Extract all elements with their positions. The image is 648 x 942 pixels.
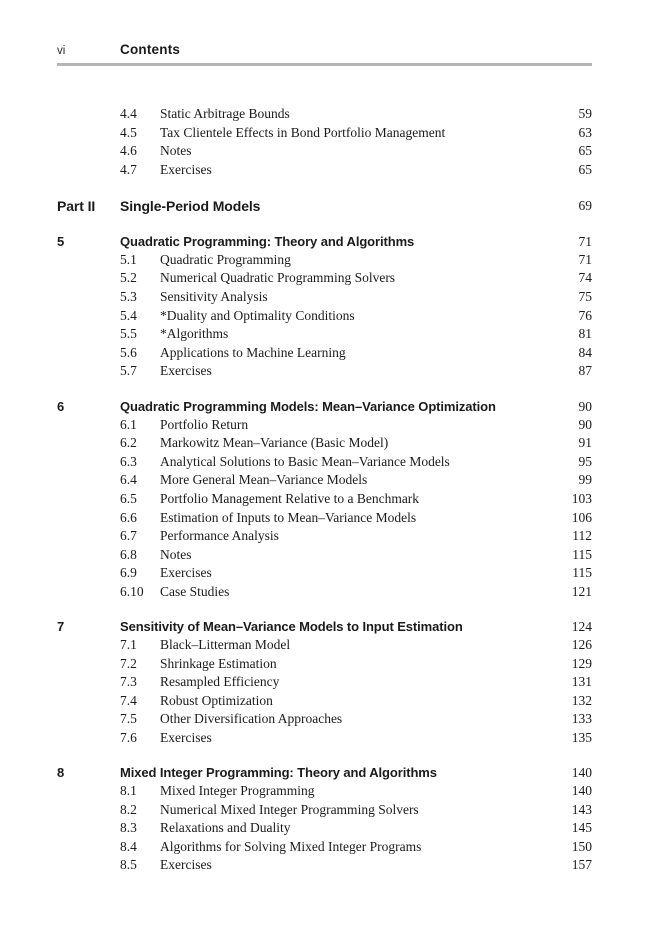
toc-section-entry bbox=[57, 142, 592, 161]
section-number: 7.1 bbox=[120, 636, 137, 652]
section-title: Notes bbox=[160, 143, 192, 159]
section-title: Exercises bbox=[160, 729, 212, 745]
page-number: 145 bbox=[571, 820, 592, 836]
page-number: 135 bbox=[571, 729, 592, 745]
toc-section-entry bbox=[57, 362, 592, 381]
page-number: 106 bbox=[571, 509, 592, 525]
section-title: Sensitivity Analysis bbox=[160, 289, 268, 305]
section-number: 8.1 bbox=[120, 783, 137, 799]
toc-chapter-heading bbox=[57, 617, 592, 636]
part-title: Single-Period Models bbox=[120, 198, 261, 215]
section-number: 6.10 bbox=[120, 583, 144, 599]
toc-section-entry bbox=[57, 471, 592, 490]
section-title: Exercises bbox=[160, 161, 212, 177]
section-title: Estimation of Inputs to Mean–Variance Models bbox=[160, 509, 417, 525]
section-title: Tax Clientele Effects in Bond Portfolio Management bbox=[160, 124, 446, 140]
toc-section-entry bbox=[57, 546, 592, 565]
section-title: Static Arbitrage Bounds bbox=[160, 106, 290, 121]
page-number: 112 bbox=[572, 528, 592, 544]
page-number: 115 bbox=[572, 546, 592, 562]
toc-section-entry bbox=[57, 269, 592, 288]
chapter-title: Quadratic Programming Models: Mean–Variance Optimization bbox=[120, 398, 496, 414]
section-title: Other Diversification Approaches bbox=[160, 711, 343, 727]
chapter-block bbox=[57, 232, 592, 381]
section-title: Relaxations and Duality bbox=[160, 820, 291, 836]
toc-section-entry bbox=[57, 288, 592, 307]
section-title: Performance Analysis bbox=[160, 528, 279, 544]
toc-section-entry bbox=[57, 325, 592, 344]
toc-section-entry bbox=[57, 655, 592, 674]
page-number: 131 bbox=[571, 674, 592, 690]
toc-section-entry bbox=[57, 527, 592, 546]
running-head-title: Contents bbox=[120, 42, 181, 57]
page-number: 140 bbox=[571, 765, 592, 781]
chapter-title: Mixed Integer Programming: Theory and Algorithms bbox=[120, 765, 437, 781]
toc-section-entry bbox=[57, 819, 592, 838]
section-number: 6.1 bbox=[120, 416, 137, 432]
chapter-number: 7 bbox=[57, 618, 65, 634]
chapter-block bbox=[57, 397, 592, 602]
page-number: 65 bbox=[578, 143, 592, 159]
section-title: Numerical Mixed Integer Programming Solvers bbox=[160, 801, 419, 817]
page-number: 157 bbox=[571, 857, 592, 873]
section-number: 5.5 bbox=[120, 326, 137, 342]
page-number: 65 bbox=[578, 161, 592, 177]
chapter-block bbox=[57, 763, 592, 875]
section-number: 5.4 bbox=[120, 307, 137, 323]
toc-section-entry bbox=[57, 490, 592, 509]
section-number: 5.2 bbox=[120, 270, 137, 286]
page-number: 71 bbox=[578, 233, 592, 249]
section-number: 6.3 bbox=[120, 453, 137, 469]
page-number: 132 bbox=[571, 692, 592, 708]
section-number: 6.5 bbox=[120, 490, 137, 506]
section-title: Exercises bbox=[160, 565, 212, 581]
toc-section-entry bbox=[57, 782, 592, 801]
section-number: 6.4 bbox=[120, 472, 137, 488]
section-title: Resampled Efficiency bbox=[160, 674, 280, 690]
section-number: 8.4 bbox=[120, 838, 137, 854]
toc-section-entry bbox=[57, 124, 592, 143]
chapter-number: 8 bbox=[57, 765, 65, 781]
section-title: Shrinkage Estimation bbox=[160, 655, 277, 671]
section-number: 6.8 bbox=[120, 546, 137, 562]
section-title: Analytical Solutions to Basic Mean–Variance Models bbox=[160, 453, 450, 469]
chapter-title: Sensitivity of Mean–Variance Models to Input Estimation bbox=[120, 618, 463, 634]
toc-section-entry bbox=[57, 710, 592, 729]
section-number: 7.4 bbox=[120, 692, 137, 708]
section-title: Exercises bbox=[160, 363, 212, 379]
section-title: *Duality and Optimality Conditions bbox=[160, 307, 355, 323]
toc-section-entry bbox=[57, 105, 592, 124]
page-number: 63 bbox=[578, 124, 592, 140]
toc-section-entry bbox=[57, 564, 592, 583]
page-number: 74 bbox=[578, 270, 592, 286]
header-rule bbox=[57, 63, 592, 66]
section-number: 5.6 bbox=[120, 344, 137, 360]
toc-section-entry bbox=[57, 416, 592, 435]
toc-section-entry bbox=[57, 344, 592, 363]
section-number: 4.6 bbox=[120, 143, 137, 159]
folio-page-number: vi bbox=[57, 45, 66, 57]
section-title: Mixed Integer Programming bbox=[160, 783, 315, 799]
section-number: 5.7 bbox=[120, 363, 137, 379]
page-number: 75 bbox=[578, 289, 592, 305]
section-title: *Algorithms bbox=[160, 326, 229, 342]
section-number: 7.3 bbox=[120, 674, 137, 690]
frontmatter-entries bbox=[57, 105, 592, 179]
toc-section-entry bbox=[57, 161, 592, 180]
section-title: Notes bbox=[160, 546, 192, 562]
section-number: 6.9 bbox=[120, 565, 137, 581]
section-title: More General Mean–Variance Models bbox=[160, 472, 368, 488]
section-title: Case Studies bbox=[160, 583, 230, 599]
toc-section-entry bbox=[57, 801, 592, 820]
section-title: Applications to Machine Learning bbox=[160, 344, 346, 360]
section-number: 6.6 bbox=[120, 509, 137, 525]
part-label: Part II bbox=[57, 198, 96, 215]
section-number: 8.3 bbox=[120, 820, 137, 836]
toc-section-entry bbox=[57, 673, 592, 692]
toc-section-entry bbox=[57, 583, 592, 602]
page-number: 71 bbox=[578, 251, 592, 267]
toc-section-entry bbox=[57, 509, 592, 528]
chapter-number: 6 bbox=[57, 398, 65, 414]
page-number: 87 bbox=[578, 363, 592, 379]
section-number: 5.3 bbox=[120, 289, 137, 305]
running-head bbox=[57, 42, 592, 58]
section-title: Portfolio Management Relative to a Benchmark bbox=[160, 490, 420, 506]
toc-section-entry bbox=[57, 453, 592, 472]
toc-section-entry bbox=[57, 729, 592, 748]
page-number: 126 bbox=[571, 636, 592, 652]
section-title: Markowitz Mean–Variance (Basic Model) bbox=[160, 435, 389, 451]
toc-chapter-heading bbox=[57, 763, 592, 782]
page-number: 121 bbox=[571, 583, 592, 599]
chapter-block bbox=[57, 617, 592, 748]
section-title: Quadratic Programming bbox=[160, 251, 291, 267]
section-title: Algorithms for Solving Mixed Integer Programs bbox=[160, 838, 422, 854]
page-number: 90 bbox=[578, 398, 592, 414]
chapter-title: Quadratic Programming: Theory and Algorithms bbox=[120, 233, 415, 249]
toc-section-entry bbox=[57, 434, 592, 453]
toc-section-entry bbox=[57, 838, 592, 857]
page-number: 150 bbox=[571, 838, 592, 854]
toc-chapter-heading bbox=[57, 397, 592, 416]
page-number: 59 bbox=[578, 106, 592, 121]
page-number: 133 bbox=[571, 711, 592, 727]
page-number: 76 bbox=[578, 307, 592, 323]
page-number: 95 bbox=[578, 453, 592, 469]
section-number: 4.5 bbox=[120, 124, 137, 140]
page-number: 140 bbox=[571, 783, 592, 799]
page-number: 124 bbox=[571, 618, 592, 634]
page-number: 115 bbox=[572, 565, 592, 581]
chapter-number: 5 bbox=[57, 233, 65, 249]
section-title: Numerical Quadratic Programming Solvers bbox=[160, 270, 396, 286]
page-number: 84 bbox=[578, 344, 592, 360]
part-page-number: 69 bbox=[578, 198, 592, 214]
section-number: 4.7 bbox=[120, 161, 137, 177]
toc-section-entry bbox=[57, 251, 592, 270]
toc-section-entry bbox=[57, 692, 592, 711]
page-number: 103 bbox=[571, 490, 592, 506]
section-title: Portfolio Return bbox=[160, 416, 249, 432]
section-title: Exercises bbox=[160, 857, 212, 873]
section-number: 6.2 bbox=[120, 435, 137, 451]
page-number: 99 bbox=[578, 472, 592, 488]
section-number: 7.2 bbox=[120, 655, 137, 671]
toc-section-entry bbox=[57, 636, 592, 655]
table-of-contents bbox=[57, 105, 592, 875]
toc-section-entry bbox=[57, 307, 592, 326]
page-number: 90 bbox=[578, 416, 592, 432]
page-number: 143 bbox=[571, 801, 592, 817]
toc-section-entry bbox=[57, 856, 592, 875]
page-number: 81 bbox=[578, 326, 592, 342]
page-number: 129 bbox=[571, 655, 592, 671]
section-title: Black–Litterman Model bbox=[160, 636, 291, 652]
section-number: 7.6 bbox=[120, 729, 137, 745]
page-content bbox=[57, 0, 592, 875]
section-number: 8.5 bbox=[120, 857, 137, 873]
section-number: 7.5 bbox=[120, 711, 137, 727]
section-number: 8.2 bbox=[120, 801, 137, 817]
section-number: 4.4 bbox=[120, 106, 137, 121]
part-heading-row bbox=[57, 196, 592, 216]
section-title: Robust Optimization bbox=[160, 692, 273, 708]
chapter-list bbox=[57, 232, 592, 875]
section-number: 6.7 bbox=[120, 528, 137, 544]
toc-chapter-heading bbox=[57, 232, 592, 251]
page-number: 91 bbox=[578, 435, 592, 451]
section-number: 5.1 bbox=[120, 251, 137, 267]
